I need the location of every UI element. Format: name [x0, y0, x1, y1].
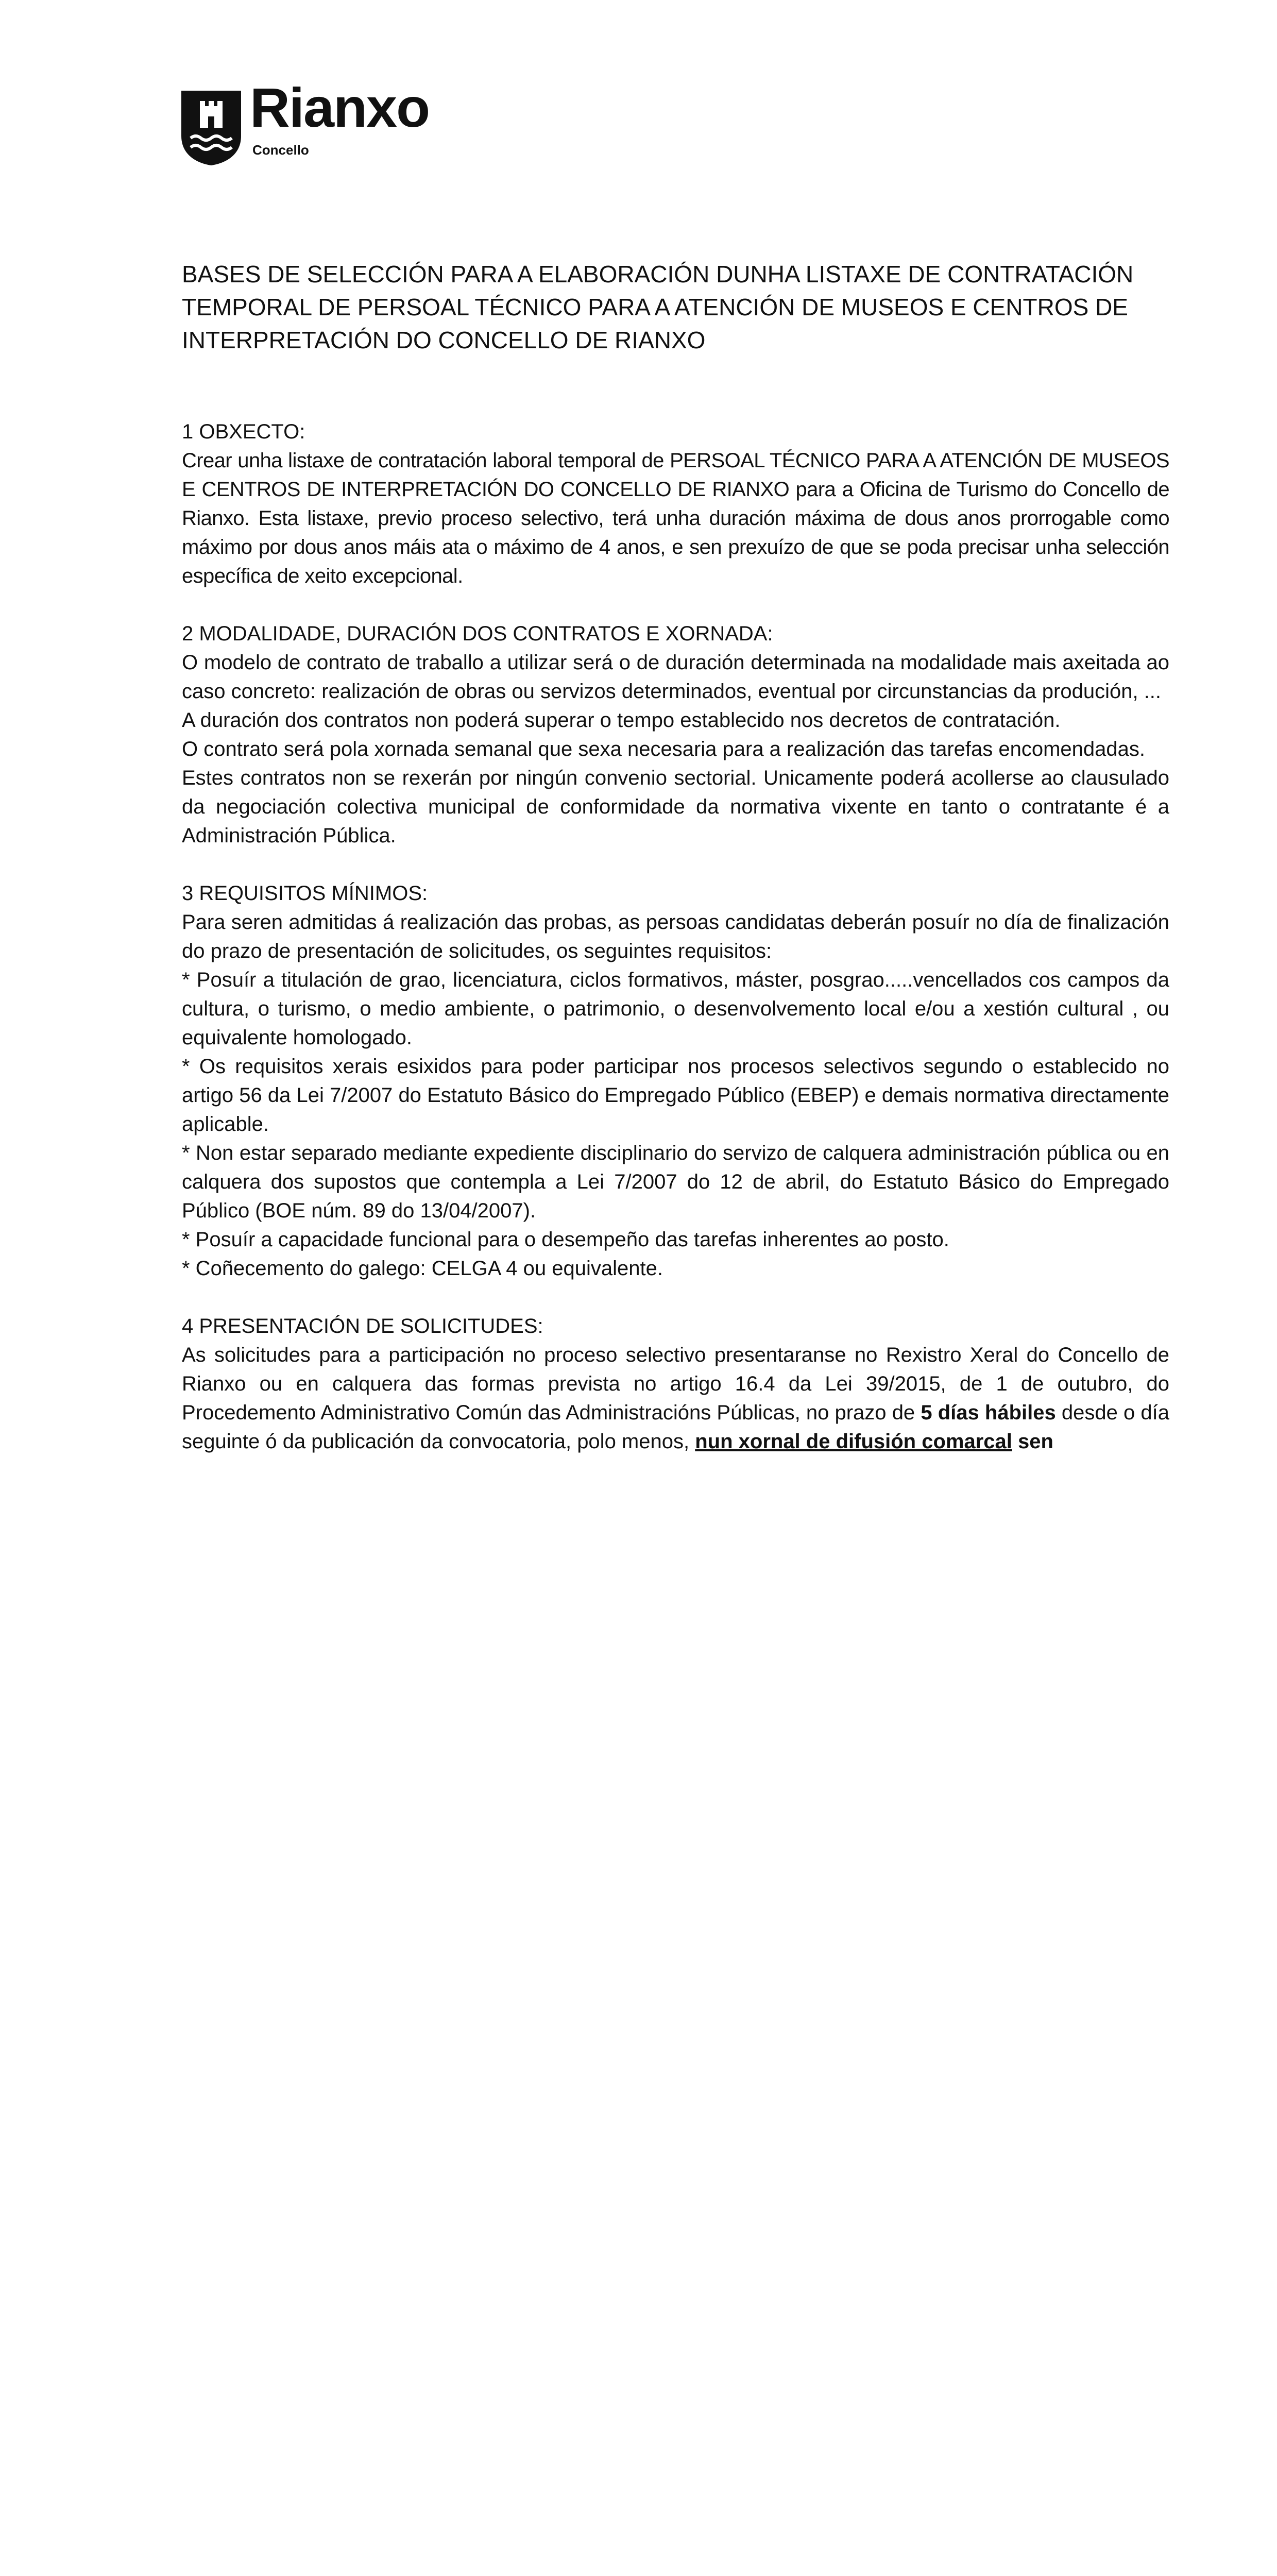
section-2-heading: 2 MODALIDADE, DURACIÓN DOS CONTRATOS E XORNADA: [182, 622, 773, 645]
section-2-paragraph-3: O contrato será pola xornada semanal que sexa necesaria para a realización das tarefas encomendadas. [182, 738, 1146, 760]
section-3-heading: 3 REQUISITOS MÍNIMOS: [182, 882, 428, 905]
section-1-paragraph: Crear unha listaxe de contratación laboral temporal de PERSOAL TÉCNICO PARA A ATENCIÓN DE MUSEOS E CENTROS DE INTERPRETACIÓN DO CONCELLO DE RIANXO para a Oficina de Turismo do Concello de Rianxo. Esta listaxe, previo proceso selectivo, terá unha duración máxima de dous anos prorrogable como máximo por dous anos máis ata o máximo de 4 anos, e sen prexuízo de que se poda precisar unha selección específica de xeito excepcional. [182, 449, 1169, 587]
document-body [182, 258, 1169, 1456]
section-2-paragraph-2: A duración dos contratos non poderá superar o tempo establecido nos decretos de contratación. [182, 709, 1061, 732]
castle-shield-icon [180, 91, 242, 165]
section-4-text-2: desde o día seguinte ó da publicación da convocatoria, polo menos, [182, 1401, 1169, 1453]
section-4-heading: 4 PRESENTACIÓN DE SOLICITUDES: [182, 1315, 543, 1337]
section-4-text-3 [1012, 1430, 1018, 1453]
section-2-paragraph-1: O modelo de contrato de traballo a utilizar será o de duración determinada na modalidade mais axeitada ao caso concreto: realización de obras ou servizos determinados, eventual por circunstancias da produción, ... [182, 651, 1169, 703]
section-4-paragraph-1 [182, 1341, 1169, 1456]
section-3-requirement-1: * Posuír a titulación de grao, licenciatura, ciclos formativos, máster, posgrao.....vencellados cos campos da cultura, o turismo, o medio ambiente, o patrimonio, o desenvolvemento local e/ou a xestión cultural , ou equivalente homologado. [182, 969, 1169, 1049]
section-1-heading: 1 OBXECTO: [182, 420, 305, 443]
section-3-requirement-3: * Non estar separado mediante expediente disciplinario do servizo de calquera administración pública ou en calquera dos supostos que contempla a Lei 7/2007 do 12 de abril, do Estatuto Básico do Empregado Público (BOE núm. 89 do 13/04/2007). [182, 1142, 1169, 1222]
section-3-requirement-2: * Os requisitos xerais esixidos para poder participar nos procesos selectivos segundo o establecido no artigo 56 da Lei 7/2007 do Estatuto Básico do Empregado Público (EBEP) e demais normativa directamente aplicable. [182, 1055, 1169, 1136]
section-3-requirement-4: * Posuír a capacidade funcional para o desempeño das tarefas inherentes ao posto. [182, 1228, 949, 1251]
section-4-deadline: 5 días hábiles [921, 1401, 1056, 1424]
section-3-paragraph-1: Para seren admitidas á realización das probas, as persoas candidatas deberán posuír no día de finalización do prazo de presentación de solicitudes, os seguintes requisitos: [182, 911, 1169, 962]
logo-name: Rianxo [250, 76, 430, 139]
section-2-paragraph-4: Estes contratos non se rexerán por ningún convenio sectorial. Unicamente poderá acollerse ao clausulado da negociación colectiva municipal de conformidade da normativa vixente en tanto o contratante é a Administración Pública. [182, 767, 1169, 847]
section-4-text-1: As solicitudes para a participación no proceso selectivo presentaranse no Rexistro Xeral do Concello de Rianxo ou en calquera das formas prevista no artigo 16.4 da Lei 39/2015, de 1 de outubro, do Procedemento Administrativo Común das Administracións Públicas, no prazo de [182, 1344, 1169, 1424]
section-3-requirement-5: * Coñecemento do galego: CELGA 4 ou equivalente. [182, 1257, 663, 1280]
concello-logo [180, 76, 448, 169]
document-title: BASES DE SELECCIÓN PARA A ELABORACIÓN DUNHA LISTAXE DE CONTRATACIÓN TEMPORAL DE PERSOAL TÉCNICO PARA A ATENCIÓN DE MUSEOS E CENTROS DE INTERPRETACIÓN DO CONCELLO DE RIANXO [182, 261, 1134, 353]
section-4-text-end: sen [1018, 1430, 1053, 1453]
section-4-newspaper-requirement: nun xornal de difusión comarcal [695, 1430, 1012, 1453]
logo-subtitle: Concello [252, 142, 309, 158]
